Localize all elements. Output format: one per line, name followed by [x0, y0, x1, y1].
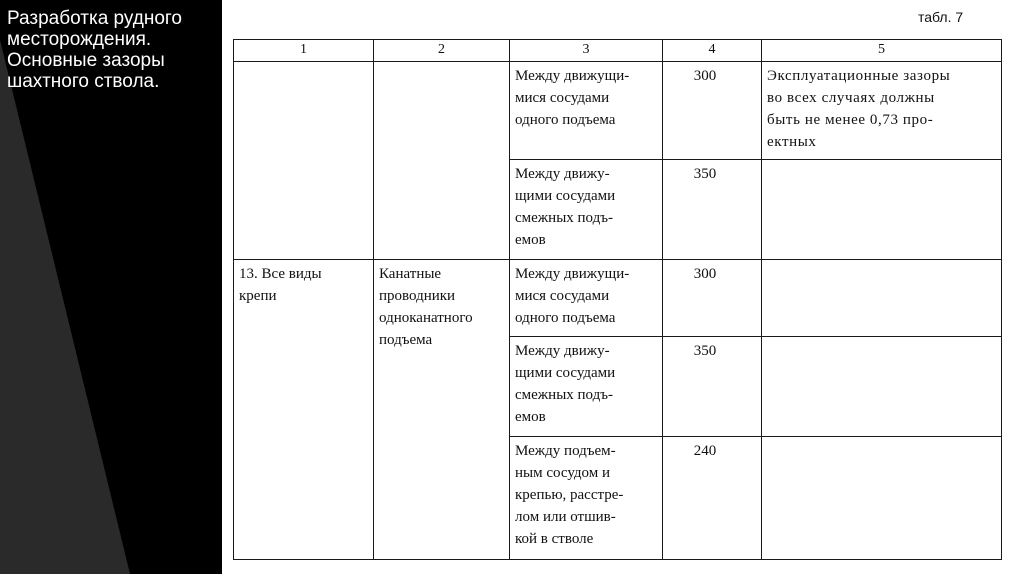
clearance-value-cell: 300	[663, 62, 762, 160]
table-header-row	[234, 40, 1002, 62]
clearance-value-cell: 300	[663, 260, 762, 337]
table-row	[234, 260, 1002, 337]
clearance-value-cell: 350	[663, 160, 762, 260]
clearance-description-cell: Между движу- щими сосудами смежных подъ- емов	[510, 160, 663, 260]
slide-title-line: Разработка рудного	[7, 8, 182, 29]
clearance-value-cell: 240	[663, 437, 762, 560]
clearance-note-cell	[762, 337, 1002, 437]
title-sidebar	[0, 0, 222, 574]
clearance-description-cell: Между движу- щими сосудами смежных подъ- емов	[510, 337, 663, 437]
table-row	[234, 62, 1002, 160]
clearance-note-cell	[762, 260, 1002, 337]
guide-type-cell: Канатные проводники одноканатного подъема	[374, 260, 510, 560]
slide-title-line: месторождения.	[7, 29, 152, 50]
slide-title-line: шахтного ствола.	[7, 71, 160, 92]
slide-title-line: Основные зазоры	[7, 50, 165, 71]
support-type-cell: 13. Все виды крепи	[234, 260, 374, 560]
column-header: 1	[234, 40, 374, 62]
clearance-note-cell	[762, 160, 1002, 260]
slide-title	[7, 8, 217, 92]
clearance-table	[233, 39, 1002, 560]
clearance-note-cell	[762, 437, 1002, 560]
guide-type-cell	[374, 62, 510, 260]
clearance-description-cell: Между движущи- мися сосудами одного подъема	[510, 260, 663, 337]
column-header: 3	[510, 40, 663, 62]
clearance-note-cell: Эксплуатационные зазоры во всех случаях должны быть не менее 0,73 про- ектных	[762, 62, 1002, 160]
support-type-cell	[234, 62, 374, 260]
column-header: 4	[663, 40, 762, 62]
table-number-label: табл. 7	[918, 9, 964, 25]
clearance-description-cell: Между движущи- мися сосудами одного подъема	[510, 62, 663, 160]
column-header: 2	[374, 40, 510, 62]
clearance-value-cell: 350	[663, 337, 762, 437]
column-header: 5	[762, 40, 1002, 62]
clearance-description-cell: Между подъем- ным сосудом и крепью, расстре- лом или отшив- кой в стволе	[510, 437, 663, 560]
